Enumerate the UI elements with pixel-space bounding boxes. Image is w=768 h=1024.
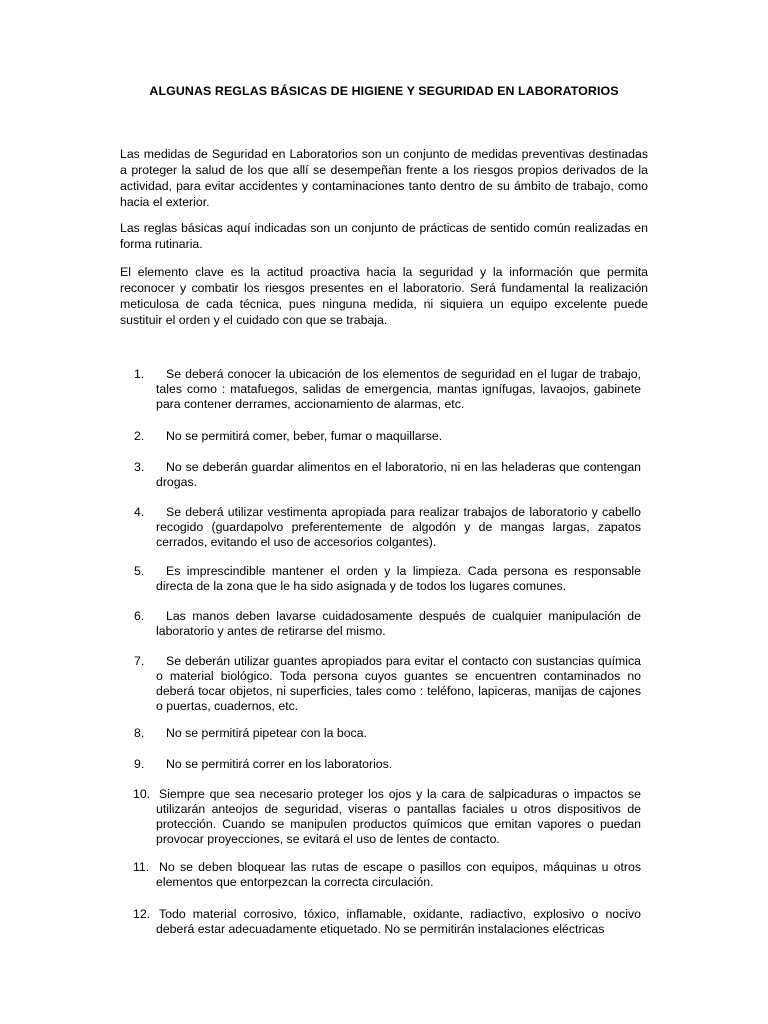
rule-text: No se permitirá pipetear con la boca. [166, 726, 367, 740]
rule-number: 9. [134, 757, 145, 771]
rule-text: No se deben bloquear las rutas de escape o pasillos con equipos, máquinas u otros elementos que entorpezcan la correcta circulación. [156, 860, 641, 889]
rule-number: 8. [134, 726, 145, 740]
rule-number: 4. [134, 505, 145, 519]
rule-number: 12. [133, 907, 151, 921]
rule-number: 2. [134, 429, 145, 443]
rule-number: 6. [134, 609, 145, 623]
rule-text: Las manos deben lavarse cuidadosamente después de cualquier manipulación de laboratorio y antes de retirarse del mismo. [156, 609, 641, 638]
rule-text: Se deberá conocer la ubicación de los elementos de seguridad en el lugar de trabajo, tales como : matafuegos, salidas de emergencia, mantas ignífugas, lavaojos, gabinete para contener derrames, accionamiento de alarmas, etc. [156, 367, 641, 411]
rule-text: Se deberá utilizar vestimenta apropiada para realizar trabajos de laboratorio y cabello recogido (guardapolvo preferentemente de algodón y de mangas largas, zapatos cerrados, evitando el uso de accesorios colgantes). [156, 505, 641, 549]
document-title: ALGUNAS REGLAS BÁSICAS DE HIGIENE Y SEGURIDAD EN LABORATORIOS [149, 84, 619, 98]
rule-number: 10. [133, 787, 151, 801]
rule-number: 3. [134, 460, 145, 474]
rule-text: No se permitirá comer, beber, fumar o maquillarse. [166, 429, 443, 443]
rule-text: Siempre que sea necesario proteger los ojos y la cara de salpicaduras o impactos se utilizarán anteojos de seguridad, viseras o pantallas faciales u otros dispositivos de protección. Cuando se manipulen productos químicos que emitan vapores o puedan provocar proyecciones, se evitará el uso de lentes de contacto. [156, 787, 641, 846]
rule-text: Se deberán utilizar guantes apropiados para evitar el contacto con sustancias química o material biológico. Toda persona cuyos guantes se encuentren contaminados no deberá tocar objetos, ni superficies, tales como : teléfono, lapiceras, manijas de cajones o puertas, cuadernos, etc. [156, 654, 641, 713]
rule-number: 5. [134, 564, 145, 578]
key-element-paragraph: El elemento clave es la actitud proactiva hacia la seguridad y la información que permita reconocer y combatir los riesgos presentes en el laboratorio. Será fundamental la realización meticulosa de cada técnica, pues ninguna medida, ni siquiera un equipo excelente puede sustituir el orden y el cuidado con que se trabaja. [120, 265, 648, 327]
rule-text: No se permitirá correr en los laboratorios. [166, 757, 393, 771]
basic-rules-paragraph: Las reglas básicas aquí indicadas son un conjunto de prácticas de sentido común realizadas en forma rutinaria. [120, 221, 648, 251]
rule-text: No se deberán guardar alimentos en el laboratorio, ni en las heladeras que contengan drogas. [156, 460, 641, 489]
rule-text: Es imprescindible mantener el orden y la limpieza. Cada persona es responsable directa de la zona que le ha sido asignada y de todos los lugares comunes. [156, 564, 641, 593]
rule-number: 7. [134, 654, 145, 668]
rule-text: Todo material corrosivo, tóxico, inflamable, oxidante, radiactivo, explosivo o nocivo deberá estar adecuadamente etiquetado. No se permitirán instalaciones eléctricas [156, 907, 641, 936]
intro-paragraph: Las medidas de Seguridad en Laboratorios son un conjunto de medidas preventivas destinadas a proteger la salud de los que allí se desempeñan frente a los riesgos propios derivados de la actividad, para evitar accidentes y contaminaciones tanto dentro de su ámbito de trabajo, como hacia el exterior. [120, 147, 648, 209]
rule-number: 11. [133, 860, 150, 874]
rule-number: 1. [134, 367, 145, 381]
